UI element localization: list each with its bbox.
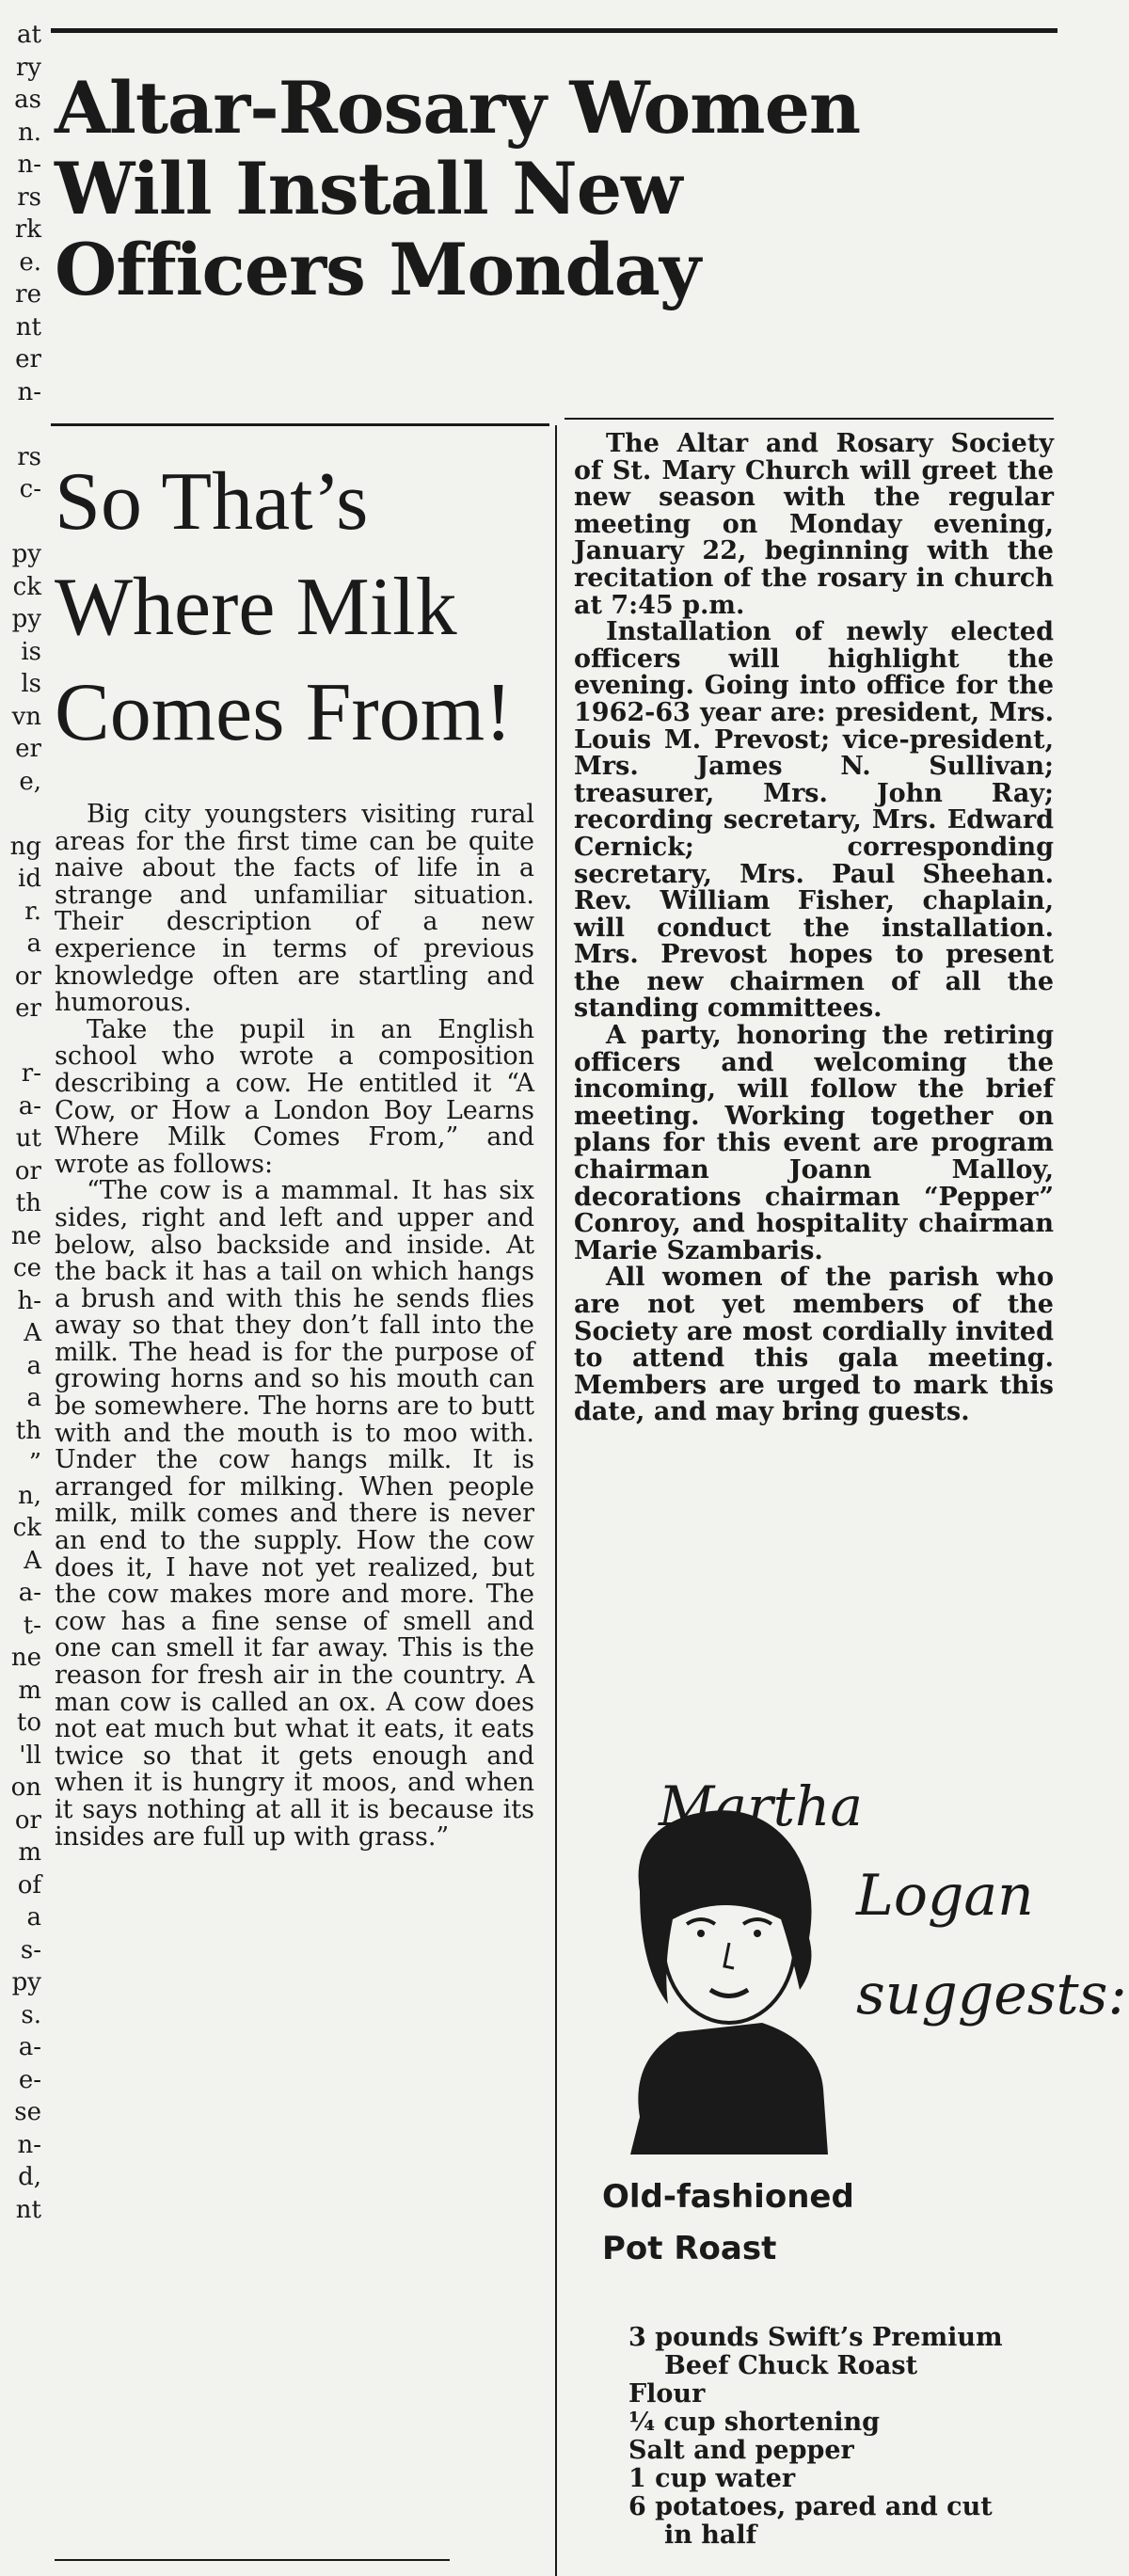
- subhead-line-1: So That’s: [55, 456, 369, 548]
- headline-line-1: Altar-Rosary Women: [55, 66, 861, 150]
- previous-column-fragment: at ry as n. n- rs rk e. re nt er n- rs c- py ck py is ls vn er e, ng id r. a or er r- a- ut or th ne ce h- A a a th ” n, ck A a- t- ne m to 'll on or m of a s- py s. a- e- se n- d, nt: [9, 21, 41, 2224]
- altar-rosary-article-body: [574, 431, 1054, 1426]
- subhead-line-2: Where Milk: [55, 562, 457, 653]
- ingredient: 3 pounds Swift’s Premium: [628, 2323, 1003, 2352]
- milk-paragraph-1: Big city youngsters visiting rural areas for the first time can be quite naive about the facts of life in a strange and unfamiliar situation. Their description of a new experience in terms of previous knowledge often are startling and humorous.: [55, 800, 534, 1018]
- ingredient: Beef Chuck Roast: [664, 2351, 918, 2380]
- subhead: [55, 450, 563, 766]
- martha-logan-logo: [574, 1774, 1127, 2155]
- svg-text:Logan: Logan: [856, 1863, 1034, 1929]
- recipe-title-line-1: Old-fashioned: [602, 2178, 854, 2216]
- left-bottom-rule: [55, 2559, 450, 2561]
- subhead-line-3: Comes From!: [55, 667, 513, 758]
- headline-line-3: Officers Monday: [55, 228, 700, 311]
- svg-text:suggests:: suggests:: [856, 1962, 1127, 2027]
- ingredient: 1 cup water: [628, 2464, 796, 2493]
- ingredient: 6 potatoes, pared and cut: [628, 2492, 993, 2521]
- ingredient: ¼ cup shortening: [628, 2408, 881, 2437]
- rosary-paragraph-3: A party, honoring the retiring officers and welcoming the incoming, will follow the brief meeting. Working together on plans for this event are program chairman Joann Malloy, decorations chairman “Pepper” Conroy, and hospitality chairman Marie Szambaris.: [574, 1021, 1054, 1265]
- milk-article-body: [55, 802, 534, 1851]
- recipe-title-line-2: Pot Roast: [602, 2230, 777, 2267]
- top-rule: [51, 28, 1057, 33]
- rosary-paragraph-4: All women of the parish who are not yet members of the Society are most cordially invited to attend this gala meeting. Members are urged to mark this date, and may bring guests.: [574, 1263, 1054, 1427]
- ingredient: Salt and pepper: [628, 2436, 854, 2465]
- milk-paragraph-2: Take the pupil in an English school who wrote a composition describing a cow. He entitled it “A Cow, or How a London Boy Learns Where Milk Comes From,” and wrote as follows:: [55, 1014, 534, 1179]
- svg-text:Martha: Martha: [659, 1774, 863, 1838]
- headline-rule-right: [564, 418, 1054, 420]
- headline-rule-left: [51, 423, 549, 426]
- recipe-ingredients: [628, 2324, 1061, 2550]
- ingredient: Flour: [628, 2379, 706, 2409]
- milk-paragraph-3: “The cow is a mammal. It has six sides, right and left and upper and below, also backside and inside. At the back it has a tail on which hangs a brush and with this he sends flies away so that they don’t fall into the milk. The head is for the purpose of growing horns and so his mouth can be somewhere. The horns are to butt with and the mouth is to moo with. Under the cow hangs milk. It is arranged for milking. When people milk, milk comes and there is never an end to the supply. How the cow does it, I have not yet realized, but the cow makes more and more. The cow has a fine sense of smell and one can smell it far away. This is the reason for fresh air in the country. A man cow is called an ox. A cow does not eat much but what it eats, it eats twice so that it gets enough and when it is hungry it moos, and when it says nothing at all it is because its insides are full up with grass.”: [55, 1176, 534, 1852]
- martha-logan-portrait: [630, 1810, 828, 2155]
- rosary-paragraph-2: Installation of newly elected officers will highlight the evening. Going into office for the 1962-63 year are: president, Mrs. Louis M. Prevost; vice-president, Mrs. James N. Sullivan; treasurer, Mrs. John Ray; recording secretary, Mrs. Edward Cernick; corresponding secretary, Mrs. Paul Sheehan. Rev. William Fisher, chaplain, will conduct the installation. Mrs. Prevost hopes to present the new chairmen of all the standing committees.: [574, 617, 1054, 1024]
- rosary-paragraph-1: The Altar and Rosary Society of St. Mary Church will greet the new season with the regular meeting on Monday evening, January 22, beginning with the recitation of the rosary in church at 7:45 p.m.: [574, 429, 1054, 620]
- headline: [55, 68, 1052, 310]
- headline-line-2: Will Install New: [55, 147, 682, 231]
- ingredient: in half: [664, 2520, 757, 2550]
